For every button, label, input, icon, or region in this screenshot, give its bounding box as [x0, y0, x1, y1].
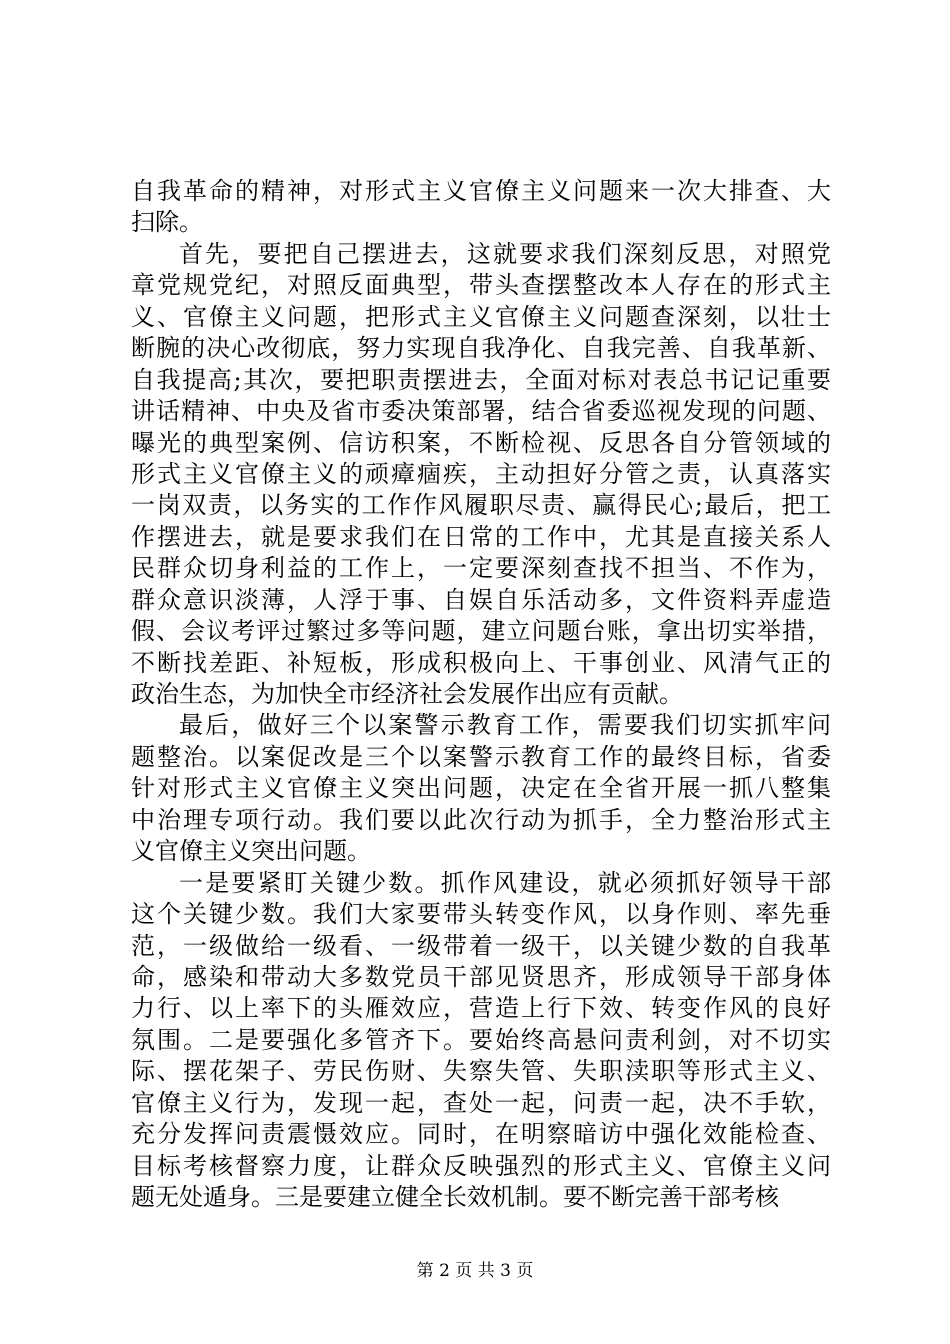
- text-line: 假、会议考评过繁过多等问题，建立问题台账，拿出切实举措，: [131, 617, 831, 646]
- page-footer: [0, 1260, 950, 1282]
- text-line: 讲话精神、中央及省市委决策部署，结合省委巡视发现的问题、: [131, 397, 831, 426]
- text-line: 针对形式主义官僚主义突出问题，决定在全省开展一抓八整集: [131, 774, 831, 803]
- text-line: 范，一级做给一级看、一级带着一级干，以关键少数的自我革: [131, 931, 831, 960]
- text-line: 不断找差距、补短板，形成积极向上、干事创业、风清气正的: [131, 648, 831, 677]
- paragraph: [131, 176, 831, 239]
- paragraph: [131, 868, 831, 1214]
- text-line: 题整治。以案促改是三个以案警示教育工作的最终目标，省委: [131, 742, 831, 771]
- paragraph: [131, 710, 831, 867]
- text-line: 自我革命的精神，对形式主义官僚主义问题来一次大排查、大: [131, 177, 831, 205]
- text-line: 力行、以上率下的头雁效应，营造上行下效、转变作风的良好: [131, 994, 831, 1023]
- text-line: 中治理专项行动。我们要以此次行动为抓手，全力整治形式主: [131, 805, 831, 834]
- text-line: 官僚主义行为，发现一起，查处一起，问责一起，决不手软，: [131, 1088, 831, 1117]
- text-line: 义、官僚主义问题，把形式主义官僚主义问题查深刻，以壮士: [131, 302, 831, 331]
- text-line: 群众意识淡薄，人浮于事、自娱自乐活动多，文件资料弄虚造: [131, 585, 831, 614]
- text-line: 断腕的决心改彻底，努力实现自我净化、自我完善、自我革新、: [131, 334, 831, 363]
- text-line: 一岗双责，以务实的工作作风履职尽责、赢得民心;最后，把工: [131, 491, 831, 520]
- text-line: 一是要紧盯关键少数。抓作风建设，就必须抓好领导干部: [179, 868, 831, 897]
- text-line: 作摆进去，就是要求我们在日常的工作中，尤其是直接关系人: [131, 522, 831, 551]
- text-line: 目标考核督察力度，让群众反映强烈的形式主义、官僚主义问: [131, 1151, 831, 1180]
- text-line: 政治生态，为加快全市经济社会发展作出应有贡献。: [131, 680, 683, 708]
- page-number-label: 第 2 页 共 3 页: [416, 1261, 534, 1281]
- text-line: 章党规党纪，对照反面典型，带头查摆整改本人存在的形式主: [131, 271, 831, 300]
- text-line: 曝光的典型案例、信访积案，不断检视、反思各自分管领域的: [131, 428, 831, 457]
- text-line: 际、摆花架子、劳民伤财、失察失管、失职渎职等形式主义、: [131, 1057, 831, 1086]
- document-body: [131, 176, 831, 1213]
- text-line: 题无处遁身。三是要建立健全长效机制。要不断完善干部考核: [131, 1183, 779, 1211]
- text-line: 充分发挥问责震慑效应。同时，在明察暗访中强化效能检查、: [131, 1120, 831, 1149]
- text-line: 这个关键少数。我们大家要带头转变作风，以身作则、率先垂: [131, 900, 831, 929]
- text-line: 自我提高;其次，要把职责摆进去，全面对标对表总书记记重要: [131, 365, 831, 394]
- text-line: 义官僚主义突出问题。: [131, 837, 371, 866]
- text-line: 最后，做好三个以案警示教育工作，需要我们切实抓牢问: [179, 711, 831, 740]
- text-line: 民群众切身利益的工作上，一定要深刻查找不担当、不作为，: [131, 554, 831, 583]
- paragraph: [131, 239, 831, 711]
- text-line: 形式主义官僚主义的顽瘴痼疾，主动担好分管之责，认真落实: [131, 459, 831, 488]
- text-line: 扫除。: [131, 208, 203, 237]
- text-line: 首先，要把自己摆进去，这就要求我们深刻反思，对照党: [179, 239, 831, 268]
- text-line: 氛围。二是要强化多管齐下。要始终高悬问责利剑，对不切实: [131, 1025, 831, 1054]
- text-line: 命，感染和带动大多数党员干部见贤思齐，形成领导干部身体: [131, 962, 831, 991]
